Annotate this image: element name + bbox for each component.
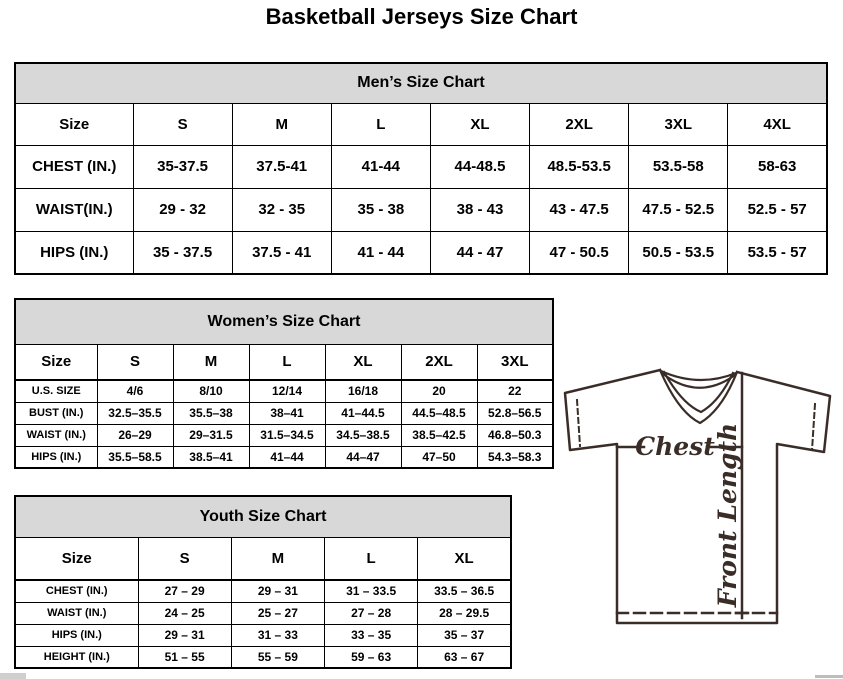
cell: 52.5 - 57 — [728, 188, 827, 231]
column-header: S — [97, 344, 173, 380]
cell: 35 – 37 — [418, 624, 511, 646]
cell: 59 – 63 — [325, 646, 418, 668]
cell: 31 – 33 — [231, 624, 324, 646]
cell: 8/10 — [173, 380, 249, 402]
row-label: CHEST (IN.) — [15, 580, 138, 602]
row-label: U.S. SIZE — [15, 380, 97, 402]
cell: 22 — [477, 380, 553, 402]
cell: 43 - 47.5 — [530, 188, 629, 231]
left-sleeve-hem-dashes — [577, 400, 580, 446]
mens-size-chart-table — [14, 62, 828, 275]
column-header: XL — [430, 103, 529, 145]
jersey-outline — [565, 370, 830, 623]
horizontal-scrollbar-fragment-left[interactable] — [0, 673, 26, 679]
table-row — [15, 231, 827, 274]
column-header: XL — [418, 537, 511, 580]
table-row — [15, 446, 553, 468]
page-title: Basketball Jerseys Size Chart — [265, 4, 578, 29]
column-header: M — [232, 103, 331, 145]
table-title: Men’s Size Chart — [15, 63, 827, 103]
cell: 27 – 29 — [138, 580, 231, 602]
cell: 33 – 35 — [325, 624, 418, 646]
column-header: S — [133, 103, 232, 145]
cell: 55 – 59 — [231, 646, 324, 668]
cell: 29 – 31 — [231, 580, 324, 602]
column-header-row — [15, 103, 827, 145]
table-title-row — [15, 63, 827, 103]
cell: 44-48.5 — [430, 145, 529, 188]
cell: 28 – 29.5 — [418, 602, 511, 624]
column-header: 2XL — [530, 103, 629, 145]
table-row — [15, 580, 511, 602]
cell: 35 - 37.5 — [133, 231, 232, 274]
cell: 38.5–42.5 — [401, 424, 477, 446]
table-title-row — [15, 496, 511, 537]
table-title: Youth Size Chart — [15, 496, 511, 537]
cell: 20 — [401, 380, 477, 402]
row-label: CHEST (IN.) — [15, 145, 133, 188]
right-sleeve-hem-dashes — [812, 404, 815, 450]
cell: 54.3–58.3 — [477, 446, 553, 468]
cell: 47 - 50.5 — [530, 231, 629, 274]
table-title: Women’s Size Chart — [15, 299, 553, 344]
cell: 38.5–41 — [173, 446, 249, 468]
cell: 25 – 27 — [231, 602, 324, 624]
cell: 24 – 25 — [138, 602, 231, 624]
column-header: M — [231, 537, 324, 580]
cell: 35.5–58.5 — [97, 446, 173, 468]
column-header: 3XL — [477, 344, 553, 380]
cell: 44.5–48.5 — [401, 402, 477, 424]
row-label: HEIGHT (IN.) — [15, 646, 138, 668]
cell: 37.5-41 — [232, 145, 331, 188]
table-row — [15, 424, 553, 446]
column-header: Size — [15, 344, 97, 380]
row-label: HIPS (IN.) — [15, 446, 97, 468]
cell: 35-37.5 — [133, 145, 232, 188]
column-header: L — [331, 103, 430, 145]
collar-back-arc-1 — [661, 371, 736, 380]
cell: 48.5-53.5 — [530, 145, 629, 188]
cell: 51 – 55 — [138, 646, 231, 668]
column-header: L — [325, 537, 418, 580]
table-row — [15, 188, 827, 231]
cell: 38 - 43 — [430, 188, 529, 231]
cell: 35.5–38 — [173, 402, 249, 424]
cell: 58-63 — [728, 145, 827, 188]
cell: 35 - 38 — [331, 188, 430, 231]
cell: 41 - 44 — [331, 231, 430, 274]
row-label: HIPS (IN.) — [15, 231, 133, 274]
column-header-row — [15, 537, 511, 580]
table-row — [15, 602, 511, 624]
cell: 34.5–38.5 — [325, 424, 401, 446]
cell: 32.5–35.5 — [97, 402, 173, 424]
row-label: WAIST (IN.) — [15, 602, 138, 624]
cell: 29–31.5 — [173, 424, 249, 446]
cell: 29 – 31 — [138, 624, 231, 646]
cell: 16/18 — [325, 380, 401, 402]
front-length-label: Front Length — [713, 422, 742, 608]
cell: 38–41 — [249, 402, 325, 424]
cell: 33.5 – 36.5 — [418, 580, 511, 602]
horizontal-scrollbar-fragment-right[interactable] — [815, 675, 843, 678]
column-header: 3XL — [629, 103, 728, 145]
cell: 31 – 33.5 — [325, 580, 418, 602]
column-header: 2XL — [401, 344, 477, 380]
column-header: 4XL — [728, 103, 827, 145]
cell: 63 – 67 — [418, 646, 511, 668]
cell: 4/6 — [97, 380, 173, 402]
column-header: Size — [15, 537, 138, 580]
youth-size-chart-table — [14, 495, 512, 669]
cell: 29 - 32 — [133, 188, 232, 231]
cell: 47–50 — [401, 446, 477, 468]
cell: 26–29 — [97, 424, 173, 446]
row-label: WAIST(IN.) — [15, 188, 133, 231]
column-header-row — [15, 344, 553, 380]
cell: 32 - 35 — [232, 188, 331, 231]
table-row — [15, 145, 827, 188]
row-label: WAIST (IN.) — [15, 424, 97, 446]
cell: 41–44 — [249, 446, 325, 468]
row-label: HIPS (IN.) — [15, 624, 138, 646]
cell: 44–47 — [325, 446, 401, 468]
column-header: S — [138, 537, 231, 580]
column-header: XL — [325, 344, 401, 380]
cell: 53.5 - 57 — [728, 231, 827, 274]
cell: 53.5-58 — [629, 145, 728, 188]
table-row — [15, 402, 553, 424]
cell: 37.5 - 41 — [232, 231, 331, 274]
table-row — [15, 380, 553, 402]
cell: 12/14 — [249, 380, 325, 402]
cell: 41-44 — [331, 145, 430, 188]
cell: 46.8–50.3 — [477, 424, 553, 446]
column-header: Size — [15, 103, 133, 145]
row-label: BUST (IN.) — [15, 402, 97, 424]
cell: 44 - 47 — [430, 231, 529, 274]
cell: 50.5 - 53.5 — [629, 231, 728, 274]
column-header: M — [173, 344, 249, 380]
collar-outer-v — [660, 370, 737, 423]
chest-label: Chest — [635, 432, 715, 461]
cell: 27 – 28 — [325, 602, 418, 624]
womens-size-chart-table — [14, 298, 554, 469]
table-title-row — [15, 299, 553, 344]
cell: 47.5 - 52.5 — [629, 188, 728, 231]
column-header: L — [249, 344, 325, 380]
table-row — [15, 646, 511, 668]
cell: 52.8–56.5 — [477, 402, 553, 424]
cell: 31.5–34.5 — [249, 424, 325, 446]
jersey-measurement-diagram — [560, 360, 840, 628]
cell: 41–44.5 — [325, 402, 401, 424]
table-row — [15, 624, 511, 646]
